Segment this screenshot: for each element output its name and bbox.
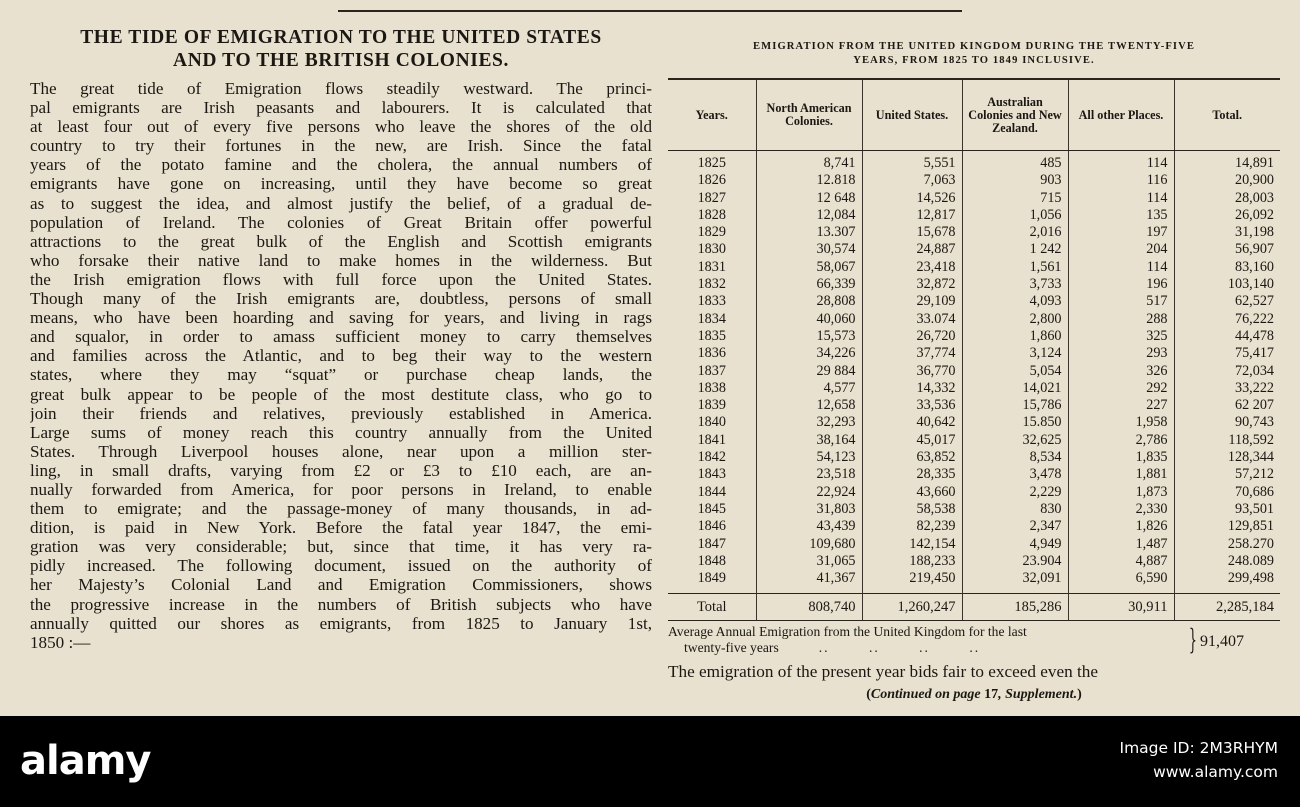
table-row	[668, 224, 1280, 241]
cell-north-american-colonies: 43,439	[756, 518, 862, 535]
cell-united-states: 37,774	[862, 345, 962, 362]
cell-other-places: 293	[1068, 345, 1174, 362]
top-rule	[338, 10, 962, 12]
cell-australian-colonies: 3,124	[962, 345, 1068, 362]
article-line: them to emigrate; and the passage-money of many thousands, in ad-	[30, 499, 652, 519]
cell-north-american-colonies: 34,226	[756, 345, 862, 362]
cell-other-places: 517	[1068, 293, 1174, 310]
table-row	[668, 449, 1280, 466]
table-row	[668, 190, 1280, 207]
cell-australian-colonies: 3,478	[962, 466, 1068, 483]
cell-north-american-colonies: 54,123	[756, 449, 862, 466]
cell-united-states: 7,063	[862, 172, 962, 189]
cell-australian-colonies: 15,786	[962, 397, 1068, 414]
cell-years: 1833	[697, 293, 726, 310]
cell-north-american-colonies: 12 648	[756, 190, 862, 207]
article-line: dition, is paid in New York. Before the fatal year 1847, the emi-	[30, 518, 652, 538]
article-line: states, where they may “squat” or purchase cheap lands, the	[30, 365, 652, 385]
cell-years: 1830	[697, 241, 726, 258]
emigration-table-wrap	[668, 78, 1280, 621]
cell-united-states: 33,536	[862, 397, 962, 414]
column-header-other-places: All other Places.	[1068, 79, 1174, 151]
cell-years: 1834	[697, 310, 726, 327]
cell-other-places: 197	[1068, 224, 1174, 241]
table-row	[668, 151, 1280, 173]
cell-other-places: 288	[1068, 311, 1174, 328]
cell-total: 118,592	[1174, 432, 1280, 449]
cell-years: 1825	[697, 155, 726, 171]
cell-united-states: 142,154	[862, 536, 962, 553]
cell-united-states: 40,642	[862, 414, 962, 431]
article-line: at least four out of every five persons who leave the shores of the old	[30, 117, 652, 137]
table-row	[668, 553, 1280, 570]
cell-north-american-colonies: 66,339	[756, 276, 862, 293]
cell-total: 26,092	[1174, 207, 1280, 224]
table-row	[668, 345, 1280, 362]
cell-years: 1846	[697, 518, 726, 535]
headline-line-2: AND TO THE BRITISH COLONIES.	[173, 50, 509, 71]
cell-australian-colonies: 8,534	[962, 449, 1068, 466]
article-line: as to suggest the idea, and almost justify the belief, of a gradual de-	[30, 193, 652, 213]
average-label	[668, 624, 1188, 656]
cell-australian-colonies: 1,860	[962, 328, 1068, 345]
cell-north-american-colonies: 13.307	[756, 224, 862, 241]
cell-united-states: 28,335	[862, 466, 962, 483]
stock-logo: alamy	[20, 738, 151, 784]
cell-north-american-colonies: 31,803	[756, 501, 862, 518]
column-header-united-states: United States.	[862, 79, 962, 151]
cell-australian-colonies: 32,091	[962, 570, 1068, 587]
cell-total: 103,140	[1174, 276, 1280, 293]
cell-total: 56,907	[1174, 241, 1280, 258]
leader-dots: .. .. .. ..	[818, 640, 981, 655]
note-paren-close: )	[1077, 687, 1082, 702]
cell-australian-colonies: 23.904	[962, 553, 1068, 570]
cell-other-places: 114	[1068, 190, 1174, 207]
cell-australian-colonies: 32,625	[962, 432, 1068, 449]
cell-total: 70,686	[1174, 484, 1280, 501]
article-line: annually quitted our shores as emigrants, from 1825 to January 1st,	[30, 613, 652, 633]
cell-united-states: 58,538	[862, 501, 962, 518]
cell-north-american-colonies: 32,293	[756, 414, 862, 431]
cell-total: 129,851	[1174, 518, 1280, 535]
cell-australian-colonies: 2,016	[962, 224, 1068, 241]
article-line: great bulk appear to be people of the most destitute class, who go to	[30, 384, 652, 404]
cell-australian-colonies: 3,733	[962, 276, 1068, 293]
cell-north-american-colonies: 58,067	[756, 259, 862, 276]
article-line: pidly increased. The following document, issued on the authority of	[30, 556, 652, 576]
cell-years: 1838	[697, 379, 726, 396]
table-row	[668, 380, 1280, 397]
cell-north-american-colonies: 23,518	[756, 466, 862, 483]
cell-australian-colonies: 1,561	[962, 259, 1068, 276]
cell-other-places: 1,835	[1068, 449, 1174, 466]
site-url: www.alamy.com	[1153, 763, 1278, 781]
article-line: gration was very considerable; but, since that time, it has very ra-	[30, 537, 652, 557]
article-line: years of the potato famine and the cholera, the annual numbers of	[30, 155, 652, 175]
total-cell-united-states: 1,260,247	[862, 594, 962, 621]
cell-north-american-colonies: 4,577	[756, 380, 862, 397]
cell-years: 1848	[697, 552, 726, 569]
article-line: the Irish emigration flows with full force upon the United States.	[30, 269, 652, 289]
table-header-row	[668, 79, 1280, 151]
total-cell-north-american-colonies: 808,740	[756, 594, 862, 621]
cell-other-places: 135	[1068, 207, 1174, 224]
cell-years: 1826	[697, 172, 726, 189]
cell-united-states: 5,551	[862, 151, 962, 173]
cell-total: 33,222	[1174, 380, 1280, 397]
cell-total: 258.270	[1174, 536, 1280, 553]
article-line: and squalor, in order to amass sufficient money to carry themselves	[30, 327, 652, 347]
table-row	[668, 570, 1280, 587]
average-label-line-2	[668, 640, 1188, 656]
table-row	[668, 241, 1280, 258]
cell-total: 44,478	[1174, 328, 1280, 345]
cell-north-american-colonies: 38,164	[756, 432, 862, 449]
total-cell-total: 2,285,184	[1174, 594, 1280, 621]
cell-united-states: 45,017	[862, 432, 962, 449]
note-text-1: Continued on page	[870, 687, 981, 702]
table-row	[668, 311, 1280, 328]
cell-united-states: 29,109	[862, 293, 962, 310]
table-row	[668, 432, 1280, 449]
cell-other-places: 325	[1068, 328, 1174, 345]
table-row	[668, 466, 1280, 483]
table-row	[668, 328, 1280, 345]
cell-other-places: 2,330	[1068, 501, 1174, 518]
cell-united-states: 26,720	[862, 328, 962, 345]
continued-note: (Continued on page 17, Supplement.)	[866, 687, 1082, 702]
cell-united-states: 32,872	[862, 276, 962, 293]
image-info	[1120, 736, 1279, 784]
continuation-text: The emigration of the present year bids fair to exceed even the	[668, 662, 1098, 681]
article-line: population of Ireland. The colonies of Great Britain offer powerful	[30, 212, 652, 232]
cell-australian-colonies: 1 242	[962, 241, 1068, 258]
emigration-table	[668, 78, 1280, 621]
total-cell-years: Total	[668, 594, 756, 621]
cell-total: 75,417	[1174, 345, 1280, 362]
note-page-number: 17	[984, 687, 999, 702]
cell-north-american-colonies: 41,367	[756, 570, 862, 587]
cell-years: 1831	[697, 258, 726, 275]
column-header-australian-colonies: Australian Colonies and New Zealand.	[962, 79, 1068, 151]
cell-years: 1829	[697, 224, 726, 241]
cell-years: 1828	[697, 206, 726, 223]
cell-years: 1844	[697, 483, 726, 500]
cell-north-american-colonies: 31,065	[756, 553, 862, 570]
cell-total: 72,034	[1174, 363, 1280, 380]
cell-australian-colonies: 715	[962, 190, 1068, 207]
cell-australian-colonies: 830	[962, 501, 1068, 518]
cell-united-states: 15,678	[862, 224, 962, 241]
cell-north-american-colonies: 40,060	[756, 311, 862, 328]
cell-australian-colonies: 903	[962, 172, 1068, 189]
cell-years: 1836	[697, 345, 726, 362]
cell-years: 1832	[697, 276, 726, 293]
cell-years: 1839	[697, 397, 726, 414]
cell-other-places: 1,958	[1068, 414, 1174, 431]
cell-australian-colonies: 1,056	[962, 207, 1068, 224]
cell-other-places: 1,873	[1068, 484, 1174, 501]
cell-australian-colonies: 5,054	[962, 363, 1068, 380]
cell-years: 1849	[697, 570, 726, 587]
cell-years: 1842	[697, 449, 726, 466]
cell-north-american-colonies: 29 884	[756, 363, 862, 380]
cell-north-american-colonies: 28,808	[756, 293, 862, 310]
cell-australian-colonies: 2,347	[962, 518, 1068, 535]
article-line: country to try their fortunes in the new, are Irish. Since the fatal	[30, 136, 652, 156]
average-value: 91,407	[1200, 633, 1244, 650]
article-line: pal emigrants are Irish peasants and labourers. It is calculated that	[30, 98, 652, 118]
cell-other-places: 1,881	[1068, 466, 1174, 483]
cell-north-american-colonies: 12.818	[756, 172, 862, 189]
stock-footer	[0, 716, 1300, 807]
table-row	[668, 518, 1280, 535]
cell-north-american-colonies: 15,573	[756, 328, 862, 345]
cell-years: 1837	[697, 362, 726, 379]
column-header-north-american-colonies: North American Colonies.	[756, 79, 862, 151]
cell-total: 20,900	[1174, 172, 1280, 189]
cell-united-states: 12,817	[862, 207, 962, 224]
cell-years: 1847	[697, 535, 726, 552]
cell-north-american-colonies: 22,924	[756, 484, 862, 501]
table-row	[668, 207, 1280, 224]
image-id: Image ID: 2M3RHYM	[1119, 739, 1278, 757]
table-row	[668, 501, 1280, 518]
cell-years: 1843	[697, 466, 726, 483]
cell-australian-colonies: 14,021	[962, 380, 1068, 397]
cell-united-states: 82,239	[862, 518, 962, 535]
average-annual-row	[668, 624, 1280, 660]
cell-north-american-colonies: 12,658	[756, 397, 862, 414]
article-line: her Majesty’s Colonial Land and Emigration Commissioners, shows	[30, 575, 652, 595]
table-row	[668, 172, 1280, 189]
note-paren-open: (	[866, 687, 871, 702]
cell-total: 14,891	[1174, 151, 1280, 173]
cell-other-places: 1,826	[1068, 518, 1174, 535]
cell-united-states: 14,526	[862, 190, 962, 207]
average-label-text: twenty-five years	[684, 640, 779, 655]
cell-united-states: 43,660	[862, 484, 962, 501]
table-row	[668, 363, 1280, 380]
article-line: Large sums of money reach this country annually from the United	[30, 422, 652, 442]
total-cell-australian-colonies: 185,286	[962, 594, 1068, 621]
cell-australian-colonies: 485	[962, 151, 1068, 173]
article-line: The great tide of Emigration flows steadily westward. The princi-	[30, 79, 652, 98]
cell-north-american-colonies: 8,741	[756, 151, 862, 173]
cell-other-places: 196	[1068, 276, 1174, 293]
cell-years: 1827	[697, 189, 726, 206]
table-column	[668, 40, 1280, 702]
cell-united-states: 33.074	[862, 311, 962, 328]
cell-other-places: 227	[1068, 397, 1174, 414]
cell-united-states: 63,852	[862, 449, 962, 466]
cell-other-places: 292	[1068, 380, 1174, 397]
cell-total: 299,498	[1174, 570, 1280, 587]
article-line: join their friends and relatives, previously established in America.	[30, 403, 652, 423]
cell-other-places: 204	[1068, 241, 1174, 258]
total-row	[668, 594, 1280, 621]
article-line: the progressive increase in the numbers of British subjects who have	[30, 594, 652, 614]
cell-other-places: 4,887	[1068, 553, 1174, 570]
table-body	[668, 151, 1280, 621]
cell-united-states: 23,418	[862, 259, 962, 276]
cell-total: 93,501	[1174, 501, 1280, 518]
article-line: ling, in small drafts, varying from £2 or £3 to £10 each, are an-	[30, 460, 652, 480]
article-line: attractions to the great bulk of the English and Scottish emigrants	[30, 231, 652, 251]
cell-total: 248.089	[1174, 553, 1280, 570]
cell-years: 1845	[697, 500, 726, 517]
cell-total: 90,743	[1174, 414, 1280, 431]
table-caption-line-2: YEARS, FROM 1825 TO 1849 INCLUSIVE.	[853, 55, 1095, 66]
article-line: and families across the Atlantic, and to beg their way to the western	[30, 346, 652, 366]
table-row	[668, 414, 1280, 431]
column-header-years: Years.	[668, 79, 756, 151]
cell-united-states: 14,332	[862, 380, 962, 397]
cell-years: 1840	[697, 414, 726, 431]
cell-total: 28,003	[1174, 190, 1280, 207]
article-line: emigrants have gone on increasing, until they have become so great	[30, 174, 652, 194]
article-line: who forsake their native land to make homes in the wilderness. But	[30, 250, 652, 270]
cell-other-places: 6,590	[1068, 570, 1174, 587]
article-line: 1850 :—	[30, 632, 91, 652]
total-cell-other-places: 30,911	[1068, 594, 1174, 621]
cell-other-places: 326	[1068, 363, 1174, 380]
article-body	[30, 79, 652, 652]
cell-australian-colonies: 4,949	[962, 536, 1068, 553]
cell-australian-colonies: 2,229	[962, 484, 1068, 501]
cell-australian-colonies: 4,093	[962, 293, 1068, 310]
cell-total: 31,198	[1174, 224, 1280, 241]
headline	[30, 26, 652, 72]
brace: }	[1188, 623, 1197, 656]
average-label-line-1: Average Annual Emigration from the United Kingdom for the last	[668, 624, 1027, 639]
cell-united-states: 188,233	[862, 553, 962, 570]
article-column	[30, 26, 652, 652]
column-header-total: Total.	[1174, 79, 1280, 151]
cell-total: 128,344	[1174, 449, 1280, 466]
cell-other-places: 1,487	[1068, 536, 1174, 553]
headline-line-1: THE TIDE OF EMIGRATION TO THE UNITED STATES	[80, 27, 602, 48]
cell-other-places: 114	[1068, 259, 1174, 276]
cell-united-states: 24,887	[862, 241, 962, 258]
table-row	[668, 276, 1280, 293]
table-caption-line-1: EMIGRATION FROM THE UNITED KINGDOM DURING THE TWENTY-FIVE	[752, 41, 1196, 52]
cell-united-states: 36,770	[862, 363, 962, 380]
cell-other-places: 2,786	[1068, 432, 1174, 449]
cell-north-american-colonies: 30,574	[756, 241, 862, 258]
table-row	[668, 293, 1280, 310]
cell-total: 62,527	[1174, 293, 1280, 310]
cell-other-places: 114	[1068, 151, 1174, 173]
note-text-2: Supplement.	[1005, 687, 1078, 702]
cell-years: 1835	[697, 327, 726, 344]
cell-north-american-colonies: 109,680	[756, 536, 862, 553]
table-row	[668, 536, 1280, 553]
table-row	[668, 397, 1280, 414]
article-line: nually forwarded from America, for poor persons in Ireland, to enable	[30, 479, 652, 499]
cell-australian-colonies: 2,800	[962, 311, 1068, 328]
article-line: means, who have been hoarding and saving for years, and living in rags	[30, 308, 652, 328]
table-caption	[668, 40, 1280, 68]
article-line: Though many of the Irish emigrants are, doubtless, persons of small	[30, 289, 652, 309]
table-row	[668, 259, 1280, 276]
cell-total: 62 207	[1174, 397, 1280, 414]
cell-australian-colonies: 15.850	[962, 414, 1068, 431]
table-row	[668, 484, 1280, 501]
cell-total: 83,160	[1174, 259, 1280, 276]
article-line: States. Through Liverpool houses alone, near upon a million ster-	[30, 441, 652, 461]
cell-united-states: 219,450	[862, 570, 962, 587]
cell-north-american-colonies: 12,084	[756, 207, 862, 224]
cell-years: 1841	[697, 431, 726, 448]
cell-total: 57,212	[1174, 466, 1280, 483]
cell-total: 76,222	[1174, 311, 1280, 328]
cell-other-places: 116	[1068, 172, 1174, 189]
